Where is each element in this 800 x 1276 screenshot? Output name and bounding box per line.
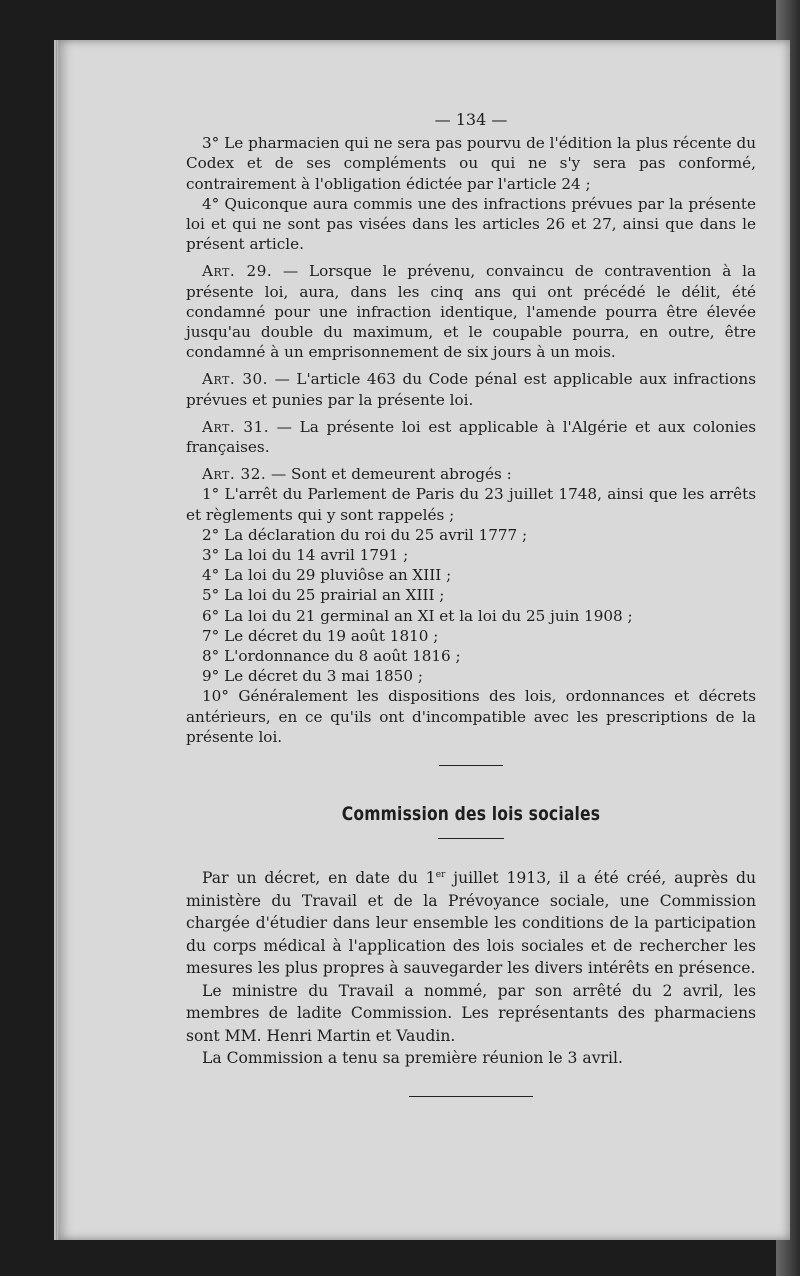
list-item: 4° La loi du 29 pluviôse an XIII ; <box>202 566 452 585</box>
list-item: 9° Le décret du 3 mai 1850 ; <box>202 667 423 686</box>
article-29-text: — Lorsque le prévenu, convaincu de contravention à la présente loi, aura, dans les cinq ans qui ont précédé le délit, été condamné pour une infraction identique, l'amende pourra être élevée jusqu'au double du maximum, et le coupable pourra, en outre, être condamné à un emprisonnement de six jours à un mois. <box>186 262 757 362</box>
article-30-label: Art. 30. <box>202 370 268 389</box>
abrogation-list <box>186 484 756 747</box>
section-divider <box>439 765 503 766</box>
commission-section <box>186 867 756 1070</box>
list-item: 6° La loi du 21 germinal an XI et la loi du 25 juin 1908 ; <box>202 606 633 625</box>
article-31-label: Art. 31. <box>202 417 270 436</box>
list-item: 3° La loi du 14 avril 1791 ; <box>202 546 409 565</box>
list-item: 7° Le décret du 19 août 1810 ; <box>202 626 439 645</box>
article-31 <box>186 417 756 457</box>
article-29-label: Art. 29. <box>202 262 273 281</box>
article-31-text: — La présente loi est applicable à l'Algérie et aux colonies françaises. <box>186 417 757 457</box>
commission-paragraph-1 <box>186 867 756 980</box>
list-item: 2° La déclaration du roi du 25 avril 1777 ; <box>202 525 528 544</box>
section-heading: Commission des lois sociales <box>341 803 601 826</box>
page-content <box>186 110 756 1097</box>
paragraph-text: Par un décret, en date du 1 <box>202 869 436 888</box>
commission-paragraph-3: La Commission a tenu sa première réunion le 3 avril. <box>202 1049 623 1068</box>
list-item: 1° L'arrêt du Parlement de Paris du 23 juillet 1748, ainsi que les arrêts et règlements qui y sont rappelés ; <box>186 485 756 524</box>
item-3: 3° Le pharmacien qui ne sera pas pourvu de l'édition la plus récente du Codex et de ses compléments ou qui ne s'y sera pas conformé, contrairement à l'obligation édictée par l'article 24 ; <box>186 134 756 193</box>
paragraph-text: juillet 1913, il a été créé, auprès du ministère du Travail et de la Prévoyance sociale, une Commission chargée d'étudier dans leur ensemble les conditions de la participation du corps médical à l'application des lois sociales et de rechercher les mesures les plus propres à sauvegarder les divers intérêts en présence. <box>186 869 756 978</box>
article-32 <box>186 464 756 484</box>
commission-paragraph-2: Le ministre du Travail a nommé, par son arrêté du 2 avril, les membres de ladite Commission. Les représentants des pharmaciens sont MM. Henri Martin et Vaudin. <box>186 981 756 1045</box>
list-item: 8° L'ordonnance du 8 août 1816 ; <box>202 647 461 666</box>
article-32-text: — Sont et demeurent abrogés : <box>266 465 512 484</box>
superscript: er <box>435 870 446 881</box>
article-30-text: — L'article 463 du Code pénal est applicable aux infractions prévues et punies par la présente loi. <box>186 370 757 409</box>
article-30 <box>186 369 756 409</box>
list-item: 10° Généralement les dispositions des lois, ordonnances et décrets antérieurs, en ce qu'ils ont d'incompatible avec les prescriptions de la présente loi. <box>186 687 756 746</box>
article-29 <box>186 261 756 362</box>
article-32-label: Art. 32. <box>202 465 267 484</box>
end-rule <box>409 1096 533 1097</box>
list-item: 5° La loi du 25 prairial an XIII ; <box>202 586 445 605</box>
heading-underline <box>438 838 504 839</box>
item-4: 4° Quiconque aura commis une des infractions prévues par la présente loi et qui ne sont pas visées dans les articles 26 et 27, ainsi que dans le présent article. <box>186 194 756 254</box>
page-number: — 134 — <box>434 110 508 129</box>
